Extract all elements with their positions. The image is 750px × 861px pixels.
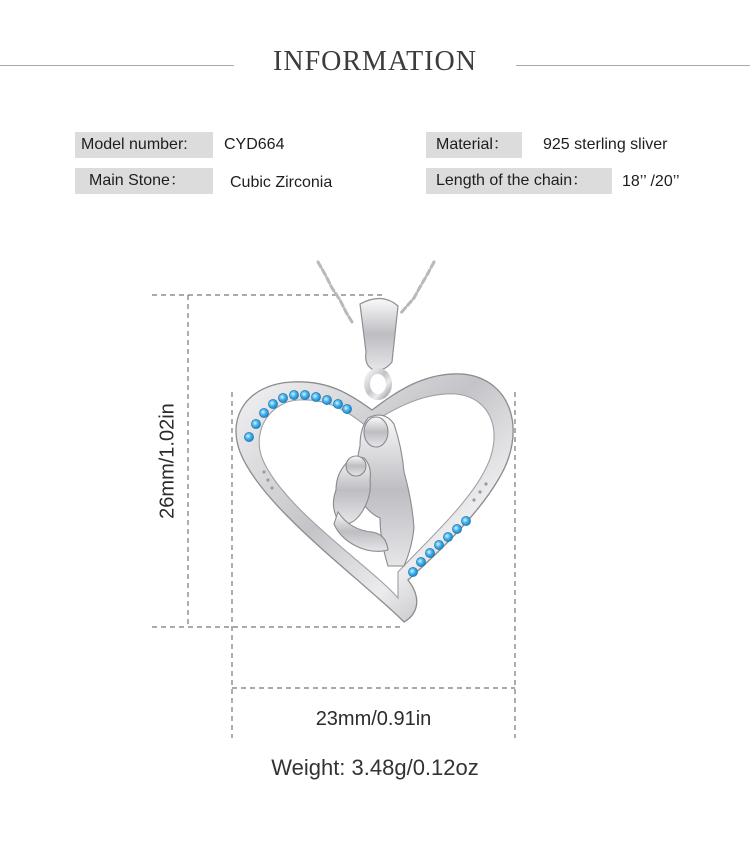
height-dimension-label: 26mm/1.02in: [156, 403, 179, 519]
spec-label: Material：: [426, 132, 522, 158]
spec-label: Model number:: [75, 132, 213, 158]
width-dimension-label: 23mm/0.91in: [315, 708, 432, 730]
weight-label: Weight: 3.48g/0.12oz: [271, 755, 479, 780]
spec-value: Cubic Zirconia: [230, 174, 333, 191]
spec-label: Length of the chain：: [426, 168, 612, 194]
spec-value: CYD664: [224, 136, 285, 153]
pendant-bail: [360, 298, 398, 397]
spec-value: 925 sterling sliver: [543, 136, 668, 153]
spec-label: Main Stone：: [75, 168, 213, 194]
section-title: INFORMATION: [273, 46, 477, 77]
spec-value: 18’’ /20’’: [622, 173, 680, 190]
